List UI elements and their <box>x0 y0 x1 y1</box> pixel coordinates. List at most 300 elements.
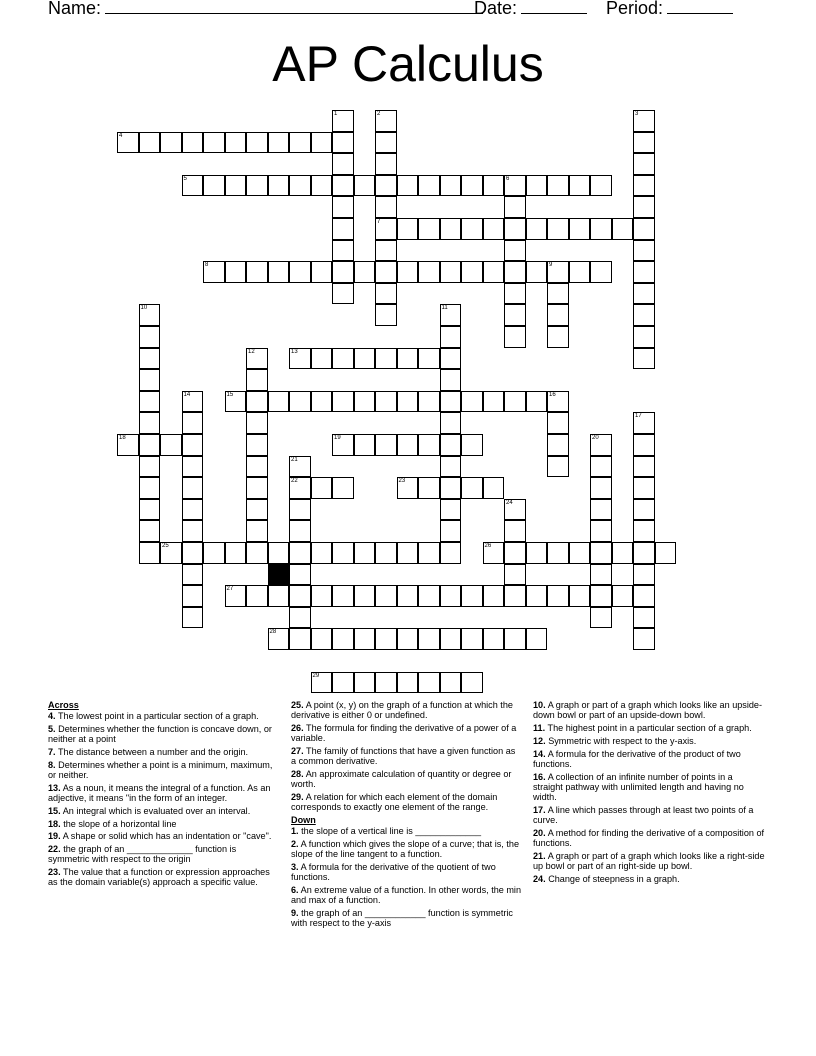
grid-cell[interactable] <box>547 585 569 607</box>
grid-cell[interactable] <box>311 132 333 154</box>
grid-cell[interactable] <box>289 261 311 283</box>
grid-cell[interactable] <box>289 132 311 154</box>
grid-cell[interactable] <box>461 628 483 650</box>
grid-cell[interactable] <box>139 369 161 391</box>
grid-cell[interactable] <box>289 564 311 586</box>
grid-cell[interactable] <box>246 456 268 478</box>
grid-cell[interactable] <box>590 175 612 197</box>
grid-cell[interactable] <box>440 261 462 283</box>
grid-cell[interactable] <box>590 564 612 586</box>
grid-cell[interactable] <box>590 585 612 607</box>
grid-cell[interactable] <box>633 175 655 197</box>
clue-item-text: A formula for the derivative of the product of two functions. <box>533 748 741 769</box>
grid-cell[interactable] <box>440 304 462 326</box>
grid-cell[interactable] <box>397 477 419 499</box>
grid-cell[interactable] <box>569 261 591 283</box>
grid-cell[interactable] <box>182 456 204 478</box>
grid-cell[interactable] <box>375 348 397 370</box>
grid-cell[interactable] <box>440 585 462 607</box>
grid-cell[interactable] <box>547 218 569 240</box>
grid-cell[interactable] <box>311 672 333 694</box>
grid-cell[interactable] <box>633 326 655 348</box>
grid-cell[interactable] <box>289 391 311 413</box>
grid-cell[interactable] <box>440 369 462 391</box>
grid-cell[interactable] <box>418 175 440 197</box>
grid-cell[interactable] <box>612 218 634 240</box>
grid-cell[interactable] <box>397 348 419 370</box>
grid-cell[interactable] <box>203 261 225 283</box>
grid-cell[interactable] <box>612 542 634 564</box>
grid-cell[interactable] <box>418 348 440 370</box>
grid-cell[interactable] <box>225 261 247 283</box>
grid-cell[interactable] <box>375 542 397 564</box>
grid-cell[interactable] <box>332 283 354 305</box>
grid-cell[interactable] <box>182 585 204 607</box>
grid-cell[interactable] <box>332 153 354 175</box>
grid-cell[interactable] <box>633 564 655 586</box>
grid-cell[interactable] <box>354 542 376 564</box>
grid-cell[interactable] <box>504 585 526 607</box>
grid-cell[interactable] <box>311 585 333 607</box>
clue-item-text: A shape or solid which has an indentation or "cave". <box>62 831 272 842</box>
grid-cell[interactable] <box>483 261 505 283</box>
grid-cell[interactable] <box>590 218 612 240</box>
grid-cell[interactable] <box>354 261 376 283</box>
grid-cell[interactable] <box>117 434 139 456</box>
grid-cell[interactable] <box>418 628 440 650</box>
grid-cell[interactable] <box>590 542 612 564</box>
grid-cell[interactable] <box>418 218 440 240</box>
grid-cell[interactable] <box>354 434 376 456</box>
grid-cell[interactable] <box>440 434 462 456</box>
grid-cell[interactable] <box>354 585 376 607</box>
grid-cell[interactable] <box>633 628 655 650</box>
grid-cell[interactable] <box>397 585 419 607</box>
grid-cell[interactable] <box>418 477 440 499</box>
grid-cell[interactable] <box>633 607 655 629</box>
grid-cell[interactable] <box>547 542 569 564</box>
grid-cell[interactable] <box>504 542 526 564</box>
grid-cell[interactable] <box>418 585 440 607</box>
grid-cell[interactable] <box>268 175 290 197</box>
clue-item-text: The highest point in a particular section of a graph. <box>547 723 752 733</box>
grid-cell[interactable] <box>440 628 462 650</box>
grid-cell[interactable] <box>633 348 655 370</box>
grid-cell[interactable] <box>289 542 311 564</box>
grid-cell[interactable] <box>547 283 569 305</box>
grid-cell[interactable] <box>160 434 182 456</box>
grid-cell[interactable] <box>461 218 483 240</box>
grid-cell[interactable] <box>311 261 333 283</box>
grid-cell[interactable] <box>246 132 268 154</box>
grid-cell[interactable] <box>182 132 204 154</box>
grid-cell[interactable] <box>225 391 247 413</box>
clue-item-number: 12. <box>533 735 546 746</box>
grid-cell[interactable] <box>461 391 483 413</box>
grid-cell[interactable] <box>332 628 354 650</box>
grid-cell[interactable] <box>182 520 204 542</box>
grid-cell[interactable] <box>246 369 268 391</box>
grid-cell[interactable] <box>246 585 268 607</box>
grid-cell[interactable] <box>332 348 354 370</box>
grid-cell[interactable] <box>633 477 655 499</box>
grid-cell[interactable] <box>633 412 655 434</box>
grid-cell[interactable] <box>504 304 526 326</box>
grid-cell[interactable] <box>418 391 440 413</box>
grid-cell[interactable] <box>139 348 161 370</box>
grid-cell[interactable] <box>461 434 483 456</box>
grid-cell[interactable] <box>397 391 419 413</box>
grid-cell[interactable] <box>246 477 268 499</box>
grid-cell[interactable] <box>203 542 225 564</box>
clue-number: 1 <box>334 111 338 117</box>
grid-cell[interactable] <box>354 175 376 197</box>
clue-item-number: 3. <box>291 862 299 872</box>
grid-cell[interactable] <box>633 542 655 564</box>
grid-cell[interactable] <box>483 175 505 197</box>
grid-cell[interactable] <box>440 348 462 370</box>
grid-cell[interactable] <box>246 391 268 413</box>
grid-cell[interactable] <box>440 175 462 197</box>
grid-cell[interactable] <box>375 196 397 218</box>
grid-cell[interactable] <box>268 542 290 564</box>
grid-cell[interactable] <box>375 218 397 240</box>
grid-cell[interactable] <box>633 110 655 132</box>
grid-cell[interactable] <box>375 434 397 456</box>
grid-cell[interactable] <box>440 456 462 478</box>
grid-cell[interactable] <box>311 348 333 370</box>
grid-cell[interactable] <box>311 477 333 499</box>
grid-cell[interactable] <box>526 542 548 564</box>
grid-cell[interactable] <box>332 175 354 197</box>
clue-item <box>291 908 521 928</box>
grid-cell[interactable] <box>375 153 397 175</box>
grid-cell[interactable] <box>375 132 397 154</box>
grid-cell[interactable] <box>289 499 311 521</box>
clue-number: 15 <box>226 391 234 398</box>
grid-cell[interactable] <box>633 218 655 240</box>
grid-cell[interactable] <box>461 261 483 283</box>
grid-cell[interactable] <box>332 542 354 564</box>
grid-cell[interactable] <box>182 499 204 521</box>
grid-cell[interactable] <box>375 283 397 305</box>
grid-cell[interactable] <box>504 564 526 586</box>
grid-cell[interactable] <box>289 607 311 629</box>
grid-cell[interactable] <box>633 261 655 283</box>
grid-cell[interactable] <box>268 261 290 283</box>
grid-cell[interactable] <box>440 391 462 413</box>
grid-cell[interactable] <box>246 175 268 197</box>
grid-cell[interactable] <box>633 585 655 607</box>
grid-cell[interactable] <box>182 564 204 586</box>
grid-cell[interactable] <box>332 585 354 607</box>
clue-number: 21 <box>291 456 298 463</box>
clue-item-text: the slope of a horizontal line <box>63 818 177 829</box>
clue-number: 5 <box>183 175 187 182</box>
grid-cell[interactable] <box>375 628 397 650</box>
grid-cell[interactable] <box>182 175 204 197</box>
grid-cell[interactable] <box>569 218 591 240</box>
grid-cell[interactable] <box>139 412 161 434</box>
grid-cell[interactable] <box>375 261 397 283</box>
grid-cell[interactable] <box>547 175 569 197</box>
clue-item-text: Change of steepness in a graph. <box>548 873 680 884</box>
grid-cell[interactable] <box>397 434 419 456</box>
clue-item-number: 26. <box>291 723 304 733</box>
grid-cell[interactable] <box>397 175 419 197</box>
grid-cell[interactable] <box>504 391 526 413</box>
grid-cell[interactable] <box>311 628 333 650</box>
grid-cell[interactable] <box>289 477 311 499</box>
grid-cell[interactable] <box>268 628 290 650</box>
grid-cell[interactable] <box>633 304 655 326</box>
clue-item <box>48 724 280 744</box>
grid-cell[interactable] <box>139 456 161 478</box>
clue-number: 23 <box>398 478 406 485</box>
grid-cell[interactable] <box>633 456 655 478</box>
grid-cell[interactable] <box>461 175 483 197</box>
grid-cell[interactable] <box>440 477 462 499</box>
grid-cell[interactable] <box>418 261 440 283</box>
grid-cell[interactable] <box>526 175 548 197</box>
grid-cell[interactable] <box>332 672 354 694</box>
grid-cell[interactable] <box>590 261 612 283</box>
clue-item-number: 5. <box>48 724 56 734</box>
clue-item-text: the graph of an ____________ function is symmetric with respect to the y-axis <box>291 908 513 929</box>
grid-cell[interactable] <box>504 175 526 197</box>
grid-cell[interactable] <box>268 585 290 607</box>
grid-cell[interactable] <box>440 218 462 240</box>
grid-cell[interactable] <box>332 434 354 456</box>
grid-cell[interactable] <box>440 326 462 348</box>
grid-cell[interactable] <box>203 175 225 197</box>
grid-cell[interactable] <box>139 477 161 499</box>
grid-cell[interactable] <box>590 499 612 521</box>
clue-item-number: 6. <box>291 885 299 895</box>
grid-cell[interactable] <box>311 175 333 197</box>
grid-cell[interactable] <box>354 628 376 650</box>
grid-cell[interactable] <box>139 542 161 564</box>
grid-cell[interactable] <box>526 585 548 607</box>
grid-cell[interactable] <box>289 456 311 478</box>
grid-cell[interactable] <box>289 348 311 370</box>
grid-cell[interactable] <box>246 348 268 370</box>
grid-cell[interactable] <box>418 542 440 564</box>
grid-cell[interactable] <box>246 520 268 542</box>
grid-cell[interactable] <box>440 499 462 521</box>
grid-cell[interactable] <box>203 132 225 154</box>
grid-cell[interactable] <box>139 132 161 154</box>
grid-cell[interactable] <box>569 585 591 607</box>
grid-cell[interactable] <box>526 218 548 240</box>
grid-cell[interactable] <box>590 477 612 499</box>
clue-item-number: 22. <box>48 844 61 855</box>
grid-cell[interactable] <box>139 434 161 456</box>
grid-cell[interactable] <box>504 499 526 521</box>
grid-cell[interactable] <box>289 520 311 542</box>
grid-cell[interactable] <box>418 434 440 456</box>
grid-cell[interactable] <box>289 628 311 650</box>
grid-cell[interactable] <box>526 391 548 413</box>
clue-item-number: 24. <box>533 873 546 884</box>
grid-cell[interactable] <box>461 585 483 607</box>
grid-cell[interactable] <box>461 477 483 499</box>
clue-item-text: Determines whether a point is a minimum, maximum, or neither. <box>48 759 273 780</box>
grid-cell[interactable] <box>655 542 677 564</box>
grid-cell[interactable] <box>332 261 354 283</box>
clue-item-text: A formula for the derivative of the quotient of two functions. <box>291 862 496 883</box>
clue-number: 3 <box>635 111 639 117</box>
grid-cell[interactable] <box>375 240 397 262</box>
grid-cell[interactable] <box>246 412 268 434</box>
grid-cell[interactable] <box>504 628 526 650</box>
grid-cell[interactable] <box>354 391 376 413</box>
clue-item <box>48 844 280 864</box>
grid-cell[interactable] <box>397 672 419 694</box>
grid-cell[interactable] <box>160 132 182 154</box>
grid-cell[interactable] <box>590 456 612 478</box>
clues-column-1 <box>48 700 280 890</box>
grid-cell[interactable] <box>483 585 505 607</box>
grid-cell[interactable] <box>590 434 612 456</box>
grid-cell[interactable] <box>483 477 505 499</box>
grid-cell[interactable] <box>289 175 311 197</box>
clue-item <box>48 760 280 780</box>
clue-item <box>48 867 280 887</box>
clue-item-number: 16. <box>533 771 546 782</box>
grid-cell[interactable] <box>483 391 505 413</box>
grid-cell[interactable] <box>268 132 290 154</box>
clue-item <box>533 749 765 769</box>
grid-cell[interactable] <box>332 132 354 154</box>
grid-cell[interactable] <box>504 240 526 262</box>
grid-cell[interactable] <box>504 283 526 305</box>
grid-cell[interactable] <box>139 391 161 413</box>
grid-cell[interactable] <box>332 391 354 413</box>
grid-cell[interactable] <box>139 499 161 521</box>
grid-cell[interactable] <box>461 672 483 694</box>
grid-cell[interactable] <box>547 456 569 478</box>
grid-cell[interactable] <box>182 434 204 456</box>
grid-cell[interactable] <box>440 542 462 564</box>
grid-cell[interactable] <box>547 391 569 413</box>
clue-item-number: 23. <box>48 867 61 878</box>
grid-cell[interactable] <box>590 520 612 542</box>
grid-cell[interactable] <box>612 585 634 607</box>
grid-cell[interactable] <box>311 391 333 413</box>
grid-cell[interactable] <box>332 196 354 218</box>
grid-cell[interactable] <box>633 499 655 521</box>
grid-cell[interactable] <box>547 261 569 283</box>
grid-cell[interactable] <box>375 391 397 413</box>
grid-cell[interactable] <box>483 218 505 240</box>
grid-cell[interactable] <box>160 542 182 564</box>
grid-cell[interactable] <box>504 326 526 348</box>
grid-cell[interactable] <box>375 585 397 607</box>
grid-cell[interactable] <box>633 434 655 456</box>
grid-cell[interactable] <box>483 542 505 564</box>
grid-cell[interactable] <box>547 412 569 434</box>
grid-cell[interactable] <box>633 283 655 305</box>
grid-cell[interactable] <box>633 196 655 218</box>
grid-cell[interactable] <box>397 542 419 564</box>
grid-cell[interactable] <box>569 175 591 197</box>
grid-cell[interactable] <box>375 175 397 197</box>
grid-cell[interactable] <box>354 672 376 694</box>
grid-cell[interactable] <box>375 304 397 326</box>
grid-cell[interactable] <box>526 261 548 283</box>
grid-cell[interactable] <box>397 218 419 240</box>
clue-item-text: A line which passes through at least two points of a curve. <box>533 804 754 825</box>
grid-cell[interactable] <box>139 520 161 542</box>
grid-cell[interactable] <box>633 153 655 175</box>
grid-cell[interactable] <box>633 520 655 542</box>
grid-cell[interactable] <box>397 628 419 650</box>
grid-cell[interactable] <box>246 261 268 283</box>
clue-item-number: 14. <box>533 748 546 759</box>
grid-cell[interactable] <box>547 326 569 348</box>
grid-cell[interactable] <box>375 672 397 694</box>
grid-cell[interactable] <box>547 434 569 456</box>
grid-cell[interactable] <box>440 672 462 694</box>
grid-cell[interactable] <box>633 132 655 154</box>
grid-cell[interactable] <box>139 326 161 348</box>
grid-cell[interactable] <box>504 218 526 240</box>
grid-cell[interactable] <box>225 542 247 564</box>
grid-cell[interactable] <box>440 412 462 434</box>
grid-cell[interactable] <box>246 499 268 521</box>
grid-cell[interactable] <box>397 261 419 283</box>
grid-cell[interactable] <box>483 628 505 650</box>
grid-cell[interactable] <box>117 132 139 154</box>
grid-cell[interactable] <box>332 218 354 240</box>
grid-cell[interactable] <box>569 542 591 564</box>
grid-cell[interactable] <box>311 542 333 564</box>
grid-cell[interactable] <box>225 175 247 197</box>
grid-cell[interactable] <box>182 391 204 413</box>
grid-cell[interactable] <box>246 542 268 564</box>
clue-item-text: The distance between a number and the origin. <box>57 747 249 757</box>
clue-number: 11 <box>441 305 448 312</box>
grid-cell[interactable] <box>504 520 526 542</box>
grid-cell[interactable] <box>182 412 204 434</box>
grid-cell[interactable] <box>182 477 204 499</box>
grid-cell[interactable] <box>182 542 204 564</box>
grid-cell[interactable] <box>332 477 354 499</box>
clue-item <box>533 723 765 733</box>
grid-cell[interactable] <box>375 110 397 132</box>
grid-cell[interactable] <box>225 132 247 154</box>
grid-cell[interactable] <box>139 304 161 326</box>
grid-cell[interactable] <box>526 628 548 650</box>
grid-cell[interactable] <box>504 261 526 283</box>
clue-item-text: the slope of a vertical line is _____________ <box>301 826 482 837</box>
grid-cell[interactable] <box>354 348 376 370</box>
grid-cell[interactable] <box>332 240 354 262</box>
grid-cell[interactable] <box>504 196 526 218</box>
grid-cell[interactable] <box>633 240 655 262</box>
grid-cell[interactable] <box>418 672 440 694</box>
grid-cell[interactable] <box>547 304 569 326</box>
grid-cell[interactable] <box>332 110 354 132</box>
grid-cell[interactable] <box>289 585 311 607</box>
grid-cell[interactable] <box>590 607 612 629</box>
grid-cell[interactable] <box>440 520 462 542</box>
grid-cell[interactable] <box>246 434 268 456</box>
grid-cell[interactable] <box>268 391 290 413</box>
grid-cell[interactable] <box>182 607 204 629</box>
grid-cell[interactable] <box>225 585 247 607</box>
